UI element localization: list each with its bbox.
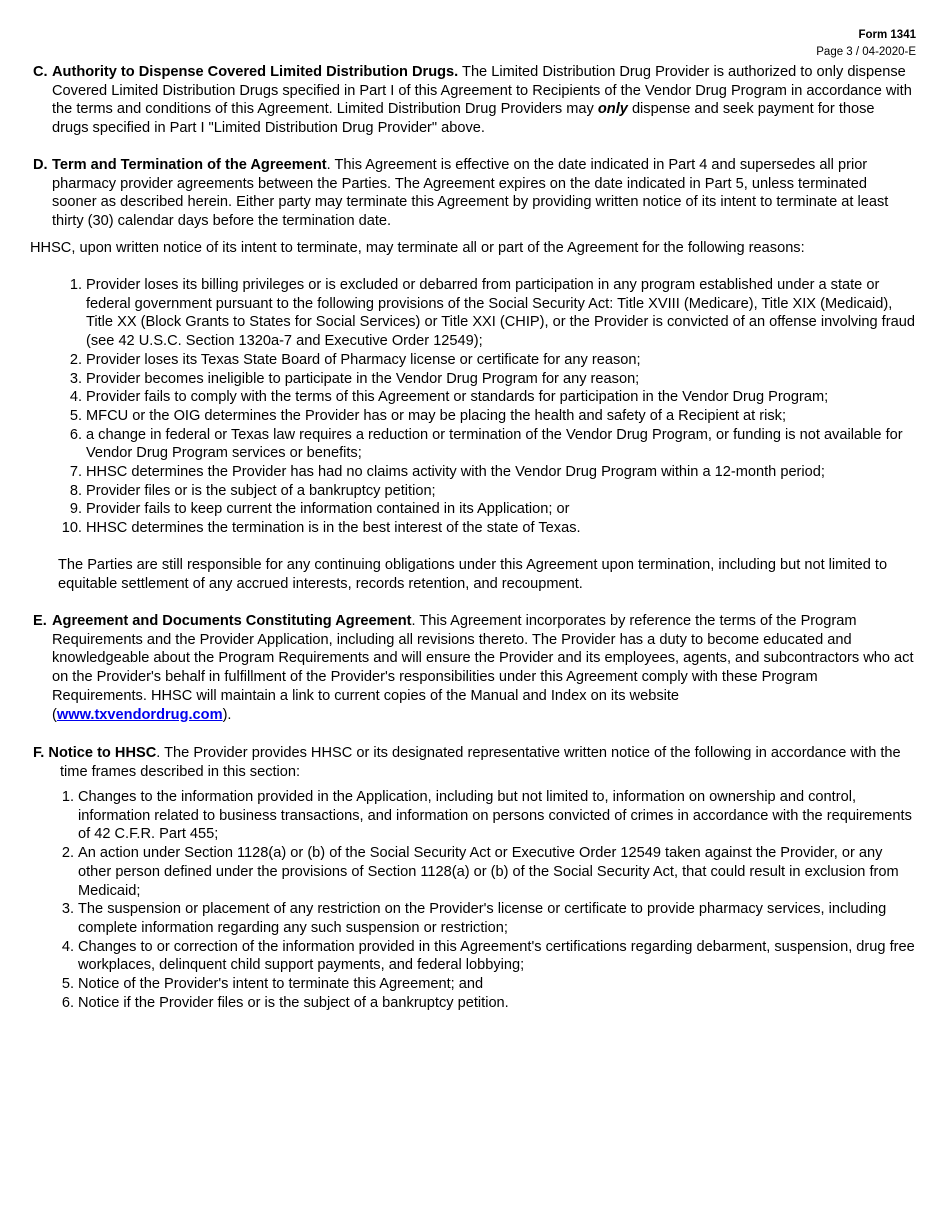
section-c	[33, 63, 915, 138]
list-item-text: Provider loses its billing privileges or is excluded or debarred from participation in any program established under a state or federal government pursuant to the following provisions of the Social Security Act: Title XVIII (Medicare), Title XIX (Medicaid), Title XX (Block Grants to States for Social Services) or Title XXI (CHIP), or the Provider is convicted of an offense involving fraud (see 42 U.S.C. Section 1320a-7 and Executive Order 12549);	[86, 277, 915, 350]
list-item	[69, 463, 916, 482]
list-item-number: 4.	[69, 389, 82, 406]
section-c-letter: C.	[33, 64, 48, 80]
list-item	[69, 482, 916, 501]
list-item-text: a change in federal or Texas law requires a reduction or termination of the Vendor Drug Program, or funding is not available for Vendor Drug Program services or benefits;	[86, 426, 903, 462]
section-c-text-end: dispense and seek payment for those drugs specified in Part I "Limited Distribution Drug Provider" above.	[52, 101, 875, 137]
list-item-text: Provider files or is the subject of a bankruptcy petition;	[86, 482, 436, 499]
list-item-text: Provider becomes ineligible to participate in the Vendor Drug Program for any reason;	[86, 370, 640, 387]
link-open-paren: (	[52, 706, 57, 723]
section-d	[33, 156, 915, 231]
txvendordrug-link[interactable]: www.txvendordrug.com	[56, 706, 223, 723]
list-item	[69, 276, 916, 351]
section-f-text: . The Provider provides HHSC or its designated representative written notice of the following in accordance with the time frames described in this section:	[60, 745, 901, 780]
list-item-number: 1.	[69, 277, 82, 293]
list-item	[69, 407, 916, 426]
list-item-text: Notice of the Provider's intent to terminate this Agreement; and	[78, 976, 484, 993]
section-d-title: Term and Termination of the Agreement	[52, 157, 327, 173]
section-c-text: The Limited Distribution Drug Provider is authorized to only dispense Covered Limited Distribution Drugs specified in Part I of this Agreement to Recipients of the Vendor Drug Program in accordance with the terms and conditions of this Agreement. Limited Distribution Drug Providers may	[52, 64, 912, 118]
list-item-number: 3.	[69, 370, 82, 387]
termination-intro: HHSC, upon written notice of its intent to terminate, may terminate all or part of the Agreement for the following reasons:	[30, 240, 805, 256]
list-item	[69, 370, 916, 389]
list-item-text: Provider fails to comply with the terms of this Agreement or standards for participation in the Vendor Drug Program;	[86, 389, 829, 406]
list-item-number: 7.	[69, 464, 82, 481]
list-item-number: 4.	[61, 938, 74, 955]
list-item-number: 8.	[69, 482, 82, 499]
list-item	[61, 788, 918, 844]
termination-closing: The Parties are still responsible for any continuing obligations under this Agreement upon termination, including but not limited to equitable settlement of any accrued interests, records retention, and recoupment.	[58, 557, 888, 592]
page-info: Page 3 / 04-2020-E	[816, 46, 916, 58]
section-d-letter: D.	[33, 157, 48, 173]
form-number: Form 1341	[858, 29, 916, 41]
list-item-number: 1.	[61, 789, 74, 805]
list-item-text: Changes to the information provided in the Application, including but not limited to, information on ownership and control, information related to business transactions, and information on persons convicted of crimes in accordance with the requirements of 42 C.F.R. Part 455;	[78, 789, 912, 843]
list-item	[61, 938, 918, 975]
list-item	[69, 351, 916, 370]
section-f	[33, 744, 915, 781]
list-item-text: Changes to or correction of the information provided in this Agreement's certifications regarding debarment, suspension, drug free workplaces, delinquent child support payments, and federal lobbying;	[78, 938, 915, 974]
section-c-title: Authority to Dispense Covered Limited Distribution Drugs.	[52, 64, 459, 80]
section-e	[33, 612, 915, 724]
list-item-number: 10.	[61, 520, 82, 537]
list-item	[69, 388, 916, 407]
list-item-number: 5.	[61, 976, 74, 993]
section-f-letter: F.	[33, 745, 45, 761]
list-item-number: 2.	[61, 845, 74, 862]
section-e-text: . This Agreement incorporates by reference the terms of the Program Requirements and the Provider Application, including all revisions thereto. The Provider has a duty to become educated and knowledgeable about the Program Requirements and will ensure the Provider and its employees, agents, and subcontractors who act on the Provider's behalf in fulfillment of the Provider's responsibilities under this Agreement comply with these Program Requirements. HHSC will maintain a link to current copies of the Manual and Index on its website	[52, 613, 914, 704]
list-item	[69, 426, 916, 463]
list-item-text: Provider loses its Texas State Board of Pharmacy license or certificate for any reason;	[86, 351, 641, 368]
list-item-text: Notice if the Provider files or is the subject of a bankruptcy petition.	[78, 994, 509, 1011]
list-item-number: 5.	[69, 407, 82, 424]
list-item	[61, 519, 916, 538]
list-item-number: 6.	[61, 994, 74, 1011]
list-item-number: 2.	[69, 351, 82, 368]
list-item	[69, 500, 916, 519]
list-item-text: The suspension or placement of any restriction on the Provider's license or certificate to provide pharmacy services, including complete information regarding any such suspension or restriction;	[78, 901, 887, 936]
page-header	[816, 27, 916, 61]
section-c-emphasis: only	[597, 101, 628, 118]
link-close-paren: ).	[222, 706, 232, 723]
list-item-number: 3.	[61, 901, 74, 918]
section-d-text: . This Agreement is effective on the date indicated in Part 4 and supersedes all prior pharmacy provider agreements between the Parties. The Agreement expires on the date indicated in Part 5, unless terminated sooner as described herein. Either party may terminate this Agreement by providing written notice of its intent to terminate at least thirty (30) calendar days before the termination date.	[52, 157, 889, 230]
notice-items-list	[61, 788, 918, 1012]
list-item-text: HHSC determines the termination is in the best interest of the state of Texas.	[86, 520, 581, 537]
list-item-text: MFCU or the OIG determines the Provider has or may be placing the health and safety of a Recipient at risk;	[86, 407, 787, 424]
section-e-letter: E.	[33, 613, 47, 629]
section-e-title: Agreement and Documents Constituting Agreement	[52, 613, 412, 629]
termination-reasons-list	[61, 276, 916, 538]
list-item	[61, 994, 918, 1013]
section-f-title: Notice to HHSC	[48, 745, 157, 761]
list-item-number: 9.	[69, 501, 82, 518]
list-item-number: 6.	[69, 426, 82, 443]
list-item-text: Provider fails to keep current the information contained in its Application; or	[86, 501, 570, 518]
list-item-text: HHSC determines the Provider has had no claims activity with the Vendor Drug Program within a 12-month period;	[86, 464, 825, 481]
list-item	[61, 975, 918, 994]
list-item	[61, 900, 918, 937]
list-item-text: An action under Section 1128(a) or (b) of the Social Security Act or Executive Order 12549 taken against the Provider, or any other person defined under the provisions of Section 1128(a) or (b) of the Social Security Act, that could result in exclusion from Medicaid;	[78, 845, 899, 899]
list-item	[61, 844, 918, 900]
